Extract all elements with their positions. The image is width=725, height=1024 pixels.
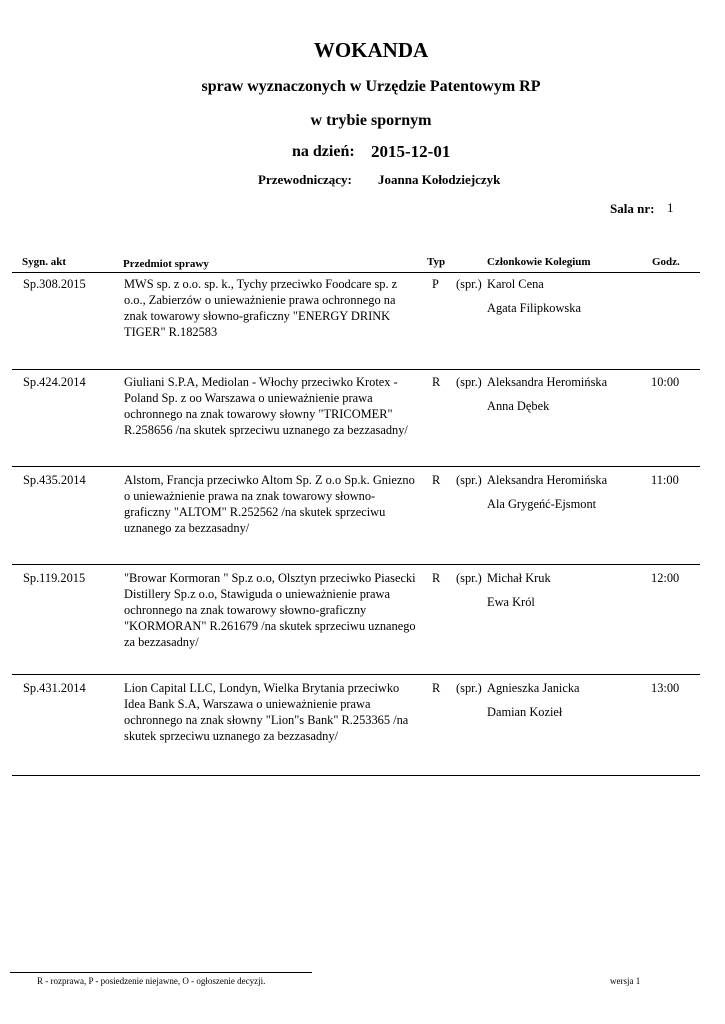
case-subject: "Browar Kormoran " Sp.z o.o, Olsztyn przeciwko Piasecki Distillery Sp.z o.o, Stawiguda o unieważnienie prawa ochronnego na znak towarowy słowno-graficzny "KORMORAN" R.261679 /na skutek sprzeciwu uznanego za bezzasadny/ [124,571,416,649]
column-header-godz: Godz. [652,256,680,268]
hearing-time: 10:00 [651,375,680,389]
case-subject: Alstom, Francja przeciwko Altom Sp. Z o.o Sp.k. Gniezno o unieważnienie prawa na znak towarowy słowno-graficzny "ALTOM" R.252562 /na skutek sprzeciwu uznanego za bezzasadny/ [124,473,415,535]
case-subject: Giuliani S.P.A, Mediolan - Włochy przeciwko Krotex - Poland Sp. z oo Warszawa o unieważnienie prawa ochronnego na znak towarowy słowny "TRICOMER" R.258656 /na skutek sprzeciwu uznanego za bezzasadny/ [124,375,408,437]
case-subject: MWS sp. z o.o. sp. k., Tychy przeciwko Foodcare sp. z o.o., Zabierzów o unieważnienie prawa ochronnego na znak towarowy słowno-graficzny "ENERGY DRINK TIGER" R.182583 [124,277,398,339]
rapporteur-marker: (spr.) [456,375,482,389]
member-second: Agata Filipkowska [487,301,581,315]
member-second: Anna Dębek [487,399,550,413]
column-header-czlonkowie: Członkowie Kolegium [487,256,591,268]
member-second: Ewa Król [487,595,535,609]
hearing-time: 13:00 [651,681,680,695]
footer-legend: R - rozprawa, P - posiedzenie niejawne, O - ogłoszenie decyzji. [37,976,266,986]
case-type: R [432,681,441,695]
footer-divider [10,972,312,973]
page-subtitle: spraw wyznaczonych w Urzędzie Patentowym RP [201,78,541,95]
hearing-time: 12:00 [651,571,680,585]
case-type: R [432,375,441,389]
member-rapporteur: Aleksandra Heromińska [487,473,608,487]
case-number: Sp.424.2014 [23,375,86,389]
chair-label: Przewodniczący: [258,172,352,187]
case-number: Sp.119.2015 [23,571,86,585]
case-type: P [432,277,439,291]
date-label: na dzień: [292,143,355,160]
hearing-time: 11:00 [651,473,679,487]
case-number: Sp.308.2015 [23,277,86,291]
column-header-typ: Typ [427,256,446,268]
footer-version: wersja 1 [610,976,641,986]
room-value: 1 [667,200,674,215]
column-header-przedmiot: Przedmiot sprawy [123,258,209,270]
room-label: Sala nr: [610,201,655,216]
member-rapporteur: Aleksandra Heromińska [487,375,608,389]
case-type: R [432,571,441,585]
row-divider [12,564,700,565]
rapporteur-marker: (spr.) [456,681,482,695]
column-header-sygn: Sygn. akt [22,256,67,268]
member-second: Damian Kozieł [487,705,563,719]
date-value: 2015-12-01 [371,142,451,161]
member-rapporteur: Karol Cena [487,277,544,291]
row-divider [12,369,700,370]
rapporteur-marker: (spr.) [456,277,482,291]
case-type: R [432,473,441,487]
rapporteur-marker: (spr.) [456,571,482,585]
case-number: Sp.431.2014 [23,681,86,695]
case-number: Sp.435.2014 [23,473,86,487]
page-title: WOKANDA [313,38,429,62]
row-divider [12,674,700,675]
member-second: Ala Grygeńć-Ejsmont [487,497,597,511]
row-divider [12,775,700,776]
member-rapporteur: Agnieszka Janicka [487,681,580,695]
row-divider [12,466,700,467]
proceeding-mode: w trybie spornym [310,112,432,129]
member-rapporteur: Michał Kruk [487,571,551,585]
table-header-divider [12,272,700,273]
chair-value: Joanna Kołodziejczyk [378,172,501,187]
case-subject: Lion Capital LLC, Londyn, Wielka Brytania przeciwko Idea Bank S.A, Warszawa o unieważnienie prawa ochronnego na znak słowny "Lion"s Bank" R.253365 /na skutek sprzeciwu uznanego za bezzasadny/ [124,681,409,743]
rapporteur-marker: (spr.) [456,473,482,487]
